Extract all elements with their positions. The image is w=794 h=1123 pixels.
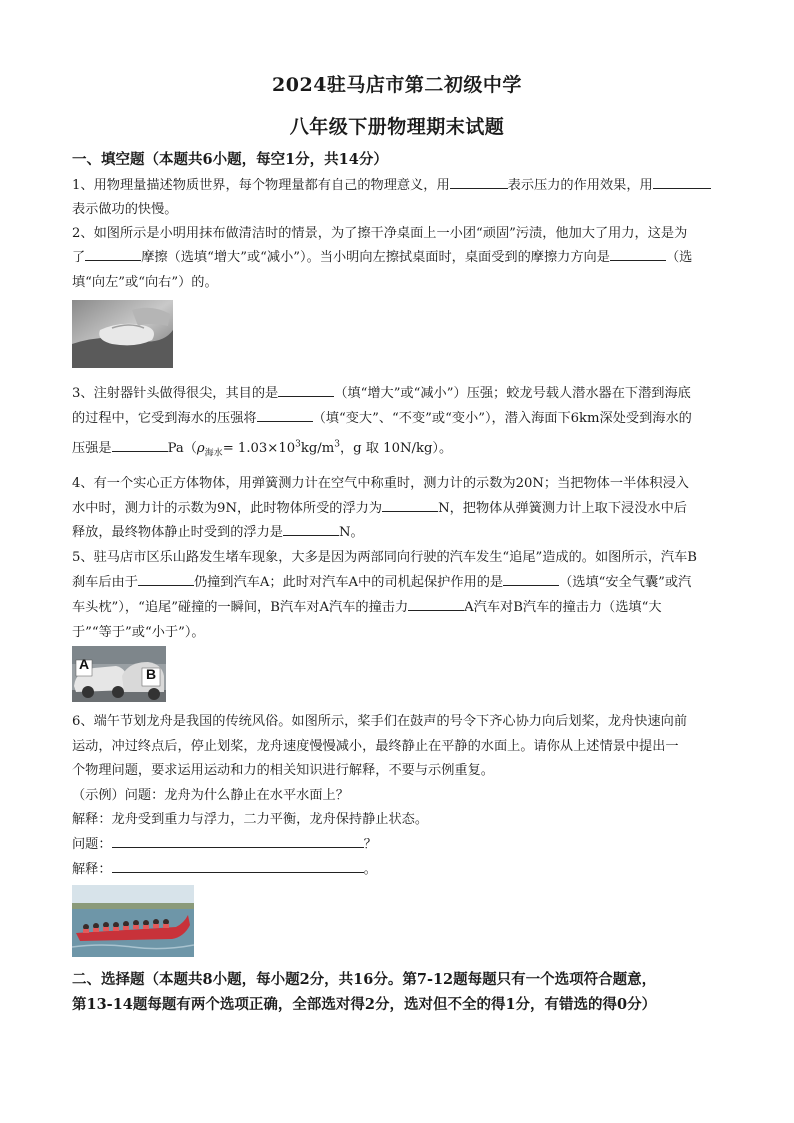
cleaning-photo-image: [72, 300, 173, 368]
answer-blank[interactable]: [610, 248, 666, 261]
q6-explain-line: 解释： 。: [72, 862, 377, 877]
q5-line1: 5、驻马店市区乐山路发生堵车现象，大多是因为两部同向行驶的汽车发生“追尾”造成的。如图所示，汽车B: [72, 550, 697, 565]
q5-line3: 车头枕”），“追尾”碰撞的一瞬间，B汽车对A汽车的撞击力 A汽车对B汽车的撞击力（选填“大: [72, 600, 662, 615]
answer-blank[interactable]: [85, 248, 141, 261]
answer-blank[interactable]: [138, 573, 194, 586]
q1-line1: 1、用物理量描述物质世界，每个物理量都有自己的物理意义，用 表示压力的作用效果，用: [72, 174, 711, 193]
q3-line3: 压强是 $Pa(\rho_{海水}= 1.03\times 10^3kg/m^3$，g 取 10N/kg）。: [72, 439, 453, 459]
q5-line2: 刹车后由于 仍撞到汽车A；此时对汽车A中的司机起保护作用的是 （选填“安全气囊”或汽: [72, 575, 692, 590]
answer-blank[interactable]: [112, 439, 168, 452]
answer-blank[interactable]: [278, 384, 334, 397]
q2-line1: 2、如图所示是小明用抹布做清洁时的情景，为了擦干净桌面上一小团“顽固”污渍，他加大了用力，这是为: [72, 226, 688, 241]
q6-question-line: 问题： ？: [72, 837, 377, 852]
answer-blank[interactable]: [283, 523, 339, 536]
q6-example-answer: 解释：龙舟受到重力与浮力，二力平衡，龙舟保持静止状态。: [72, 812, 429, 827]
explain-answer-blank[interactable]: [112, 860, 364, 873]
q1-line2: 表示做功的快慢。: [72, 202, 178, 217]
answer-blank[interactable]: [382, 499, 438, 512]
school-title: 2024驻马店市第二初级中学: [272, 74, 522, 96]
dragon-boat-photo: [72, 885, 194, 957]
q6-example-question: （示例）问题：龙舟为什么静止在水平水面上？: [72, 788, 349, 803]
answer-blank[interactable]: [408, 598, 464, 611]
question-answer-blank[interactable]: [112, 835, 364, 848]
q5-line4: 于”“等于”或“小于”）。: [72, 625, 205, 640]
car-a-label: A: [79, 656, 90, 672]
car-b-label: B: [146, 666, 157, 682]
q3-line1: 3、注射器针头做得很尖，其目的是 （填“增大”或“减小”）压强；蛟龙号载人潜水器在下潜到海底: [72, 386, 691, 401]
q2-line2: 了 摩擦（选填“增大”或“减小”）。当小明向左擦拭桌面时，桌面受到的摩擦力方向是 （选: [72, 250, 693, 265]
q6-line2: 运动，冲过终点后，停止划桨，龙舟速度慢慢减小，最终静止在平静的水面上。请你从上述情景中提出一: [72, 739, 679, 754]
q4-line2: 水中时，测力计的示数为9N，此时物体所受的浮力为 N，把物体从弹簧测力计上取下浸没水中后: [72, 501, 687, 516]
exam-title: 八年级下册物理期末试题: [289, 116, 505, 138]
q6-line3: 个物理问题，要求运用运动和力的相关知识进行解释，不要与示例重复。: [72, 763, 494, 778]
answer-blank[interactable]: [257, 409, 313, 422]
q4-line1: 4、有一个实心正方体物体，用弹簧测力计在空气中称重时，测力计的示数为20N；当把物体一半体积浸入: [72, 476, 689, 491]
answer-blank[interactable]: [653, 176, 711, 189]
section1-heading: 一、填空题（本题共6小题，每空1分，共14分）: [72, 151, 388, 168]
dragon-boat-photo-image: [72, 885, 194, 957]
section2-line2: 第13-14题每题有两个选项正确，全部选对得2分，选对但不全的得1分，有错选的得0分）: [72, 996, 657, 1013]
q4-line3: 释放，最终物体静止时受到的浮力是 N。: [72, 525, 364, 540]
answer-blank[interactable]: [503, 573, 559, 586]
cleaning-photo: [72, 300, 173, 368]
collision-photo: [72, 646, 166, 702]
section2-line1: 二、选择题（本题共8小题，每小题2分，共16分。第7-12题每题只有一个选项符合题意，: [72, 971, 657, 988]
q6-line1: 6、端午节划龙舟是我国的传统风俗。如图所示，桨手们在鼓声的号令下齐心协力向后划桨，龙舟快速向前: [72, 714, 688, 729]
q2-line3: 填“向左”或“向右”）的。: [72, 275, 218, 290]
answer-blank[interactable]: [450, 176, 508, 189]
q3-line2: 的过程中，它受到海水的压强将 （填“变大”、“不变”或“变小”），潜入海面下6km深处受到海水的: [72, 411, 692, 426]
